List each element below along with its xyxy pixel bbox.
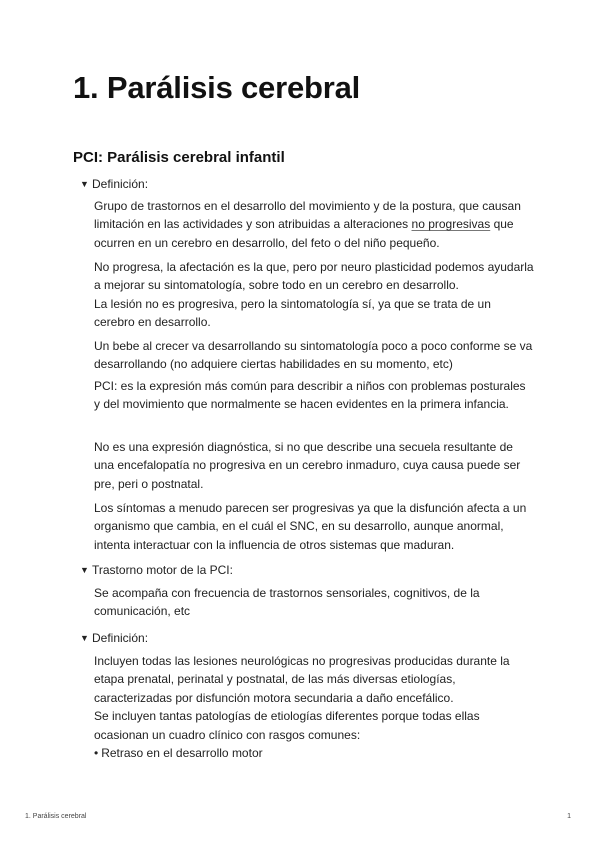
toggle-trastorno-motor[interactable] <box>80 561 233 579</box>
paragraph: PCI: es la expresión más común para describir a niños con problemas posturales y del movimiento que normalmente se hacen evidentes en la primera infancia. <box>94 379 526 412</box>
page-title: 1. Parálisis cerebral <box>73 70 361 105</box>
toggle-label: Definición: <box>92 177 149 191</box>
paragraph: Un bebe al crecer va desarrollando su sintomatología poco a poco conforme se va desarrollando (no adquiere ciertas habilidades en su momento, etc) <box>94 339 533 372</box>
paragraph-definicion: Grupo de trastornos en el desarrollo del movimiento y de la postura, que causan limitación en las actividades y son atribuidas a alteraciones no progresivas que ocurren en un cerebro en desarrollo, del feto o del niño pequeño. <box>94 199 521 250</box>
toggle-label: Definición: <box>92 631 149 645</box>
toggle-definicion-2[interactable] <box>80 629 148 647</box>
bullet-item: • Retraso en el desarrollo motor <box>94 746 263 760</box>
footer-title: 1. Parálisis cerebral <box>25 813 87 820</box>
underlined-term: no progresivas <box>411 217 491 232</box>
toggle-definicion-1[interactable] <box>80 175 148 193</box>
paragraph: Los síntomas a menudo parecen ser progresivas ya que la disfunción afecta a un organismo que cambia, en el cuál el SNC, en su desarrollo, aunque anormal, intenta interactuar con la influencia de otros sistemas que maduran. <box>94 501 527 552</box>
toggle-label: Trastorno motor de la PCI: <box>92 563 233 577</box>
triangle-down-icon: ▼ <box>80 179 89 189</box>
paragraph: Incluyen todas las lesiones neurológicas no progresivas producidas durante la etapa prenatal, perinatal y postnatal, de las más diversas etiologías, caracterizadas por disfunción motora secundaria a daño encefálico. Se incluyen tantas patologías de etiologías diferentes porque todas ellas ocasionan un cuadro clínico con rasgos comunes: • Retraso en el desarrollo motor <box>94 652 534 762</box>
page-number: 1 <box>567 813 571 820</box>
triangle-down-icon: ▼ <box>80 565 89 575</box>
paragraph: Se acompaña con frecuencia de trastornos sensoriales, cognitivos, de la comunicación, etc <box>94 586 480 619</box>
section-heading: PCI: Parálisis cerebral infantil <box>73 149 285 166</box>
paragraph: No progresa, la afectación es la que, pero por neuro plasticidad podemos ayudarla a mejorar su sintomatología, sobre todo en un cerebro en desarrollo. La lesión no es progresiva, pero la sintomatología sí, ya que se trata de un cerebro en desarrollo. <box>94 260 534 330</box>
paragraph: No es una expresión diagnóstica, si no que describe una secuela resultante de una encefalopatía no progresiva en un cerebro inmaduro, cuya causa puede ser pre, peri o postnatal. <box>94 440 521 491</box>
triangle-down-icon: ▼ <box>80 633 89 643</box>
